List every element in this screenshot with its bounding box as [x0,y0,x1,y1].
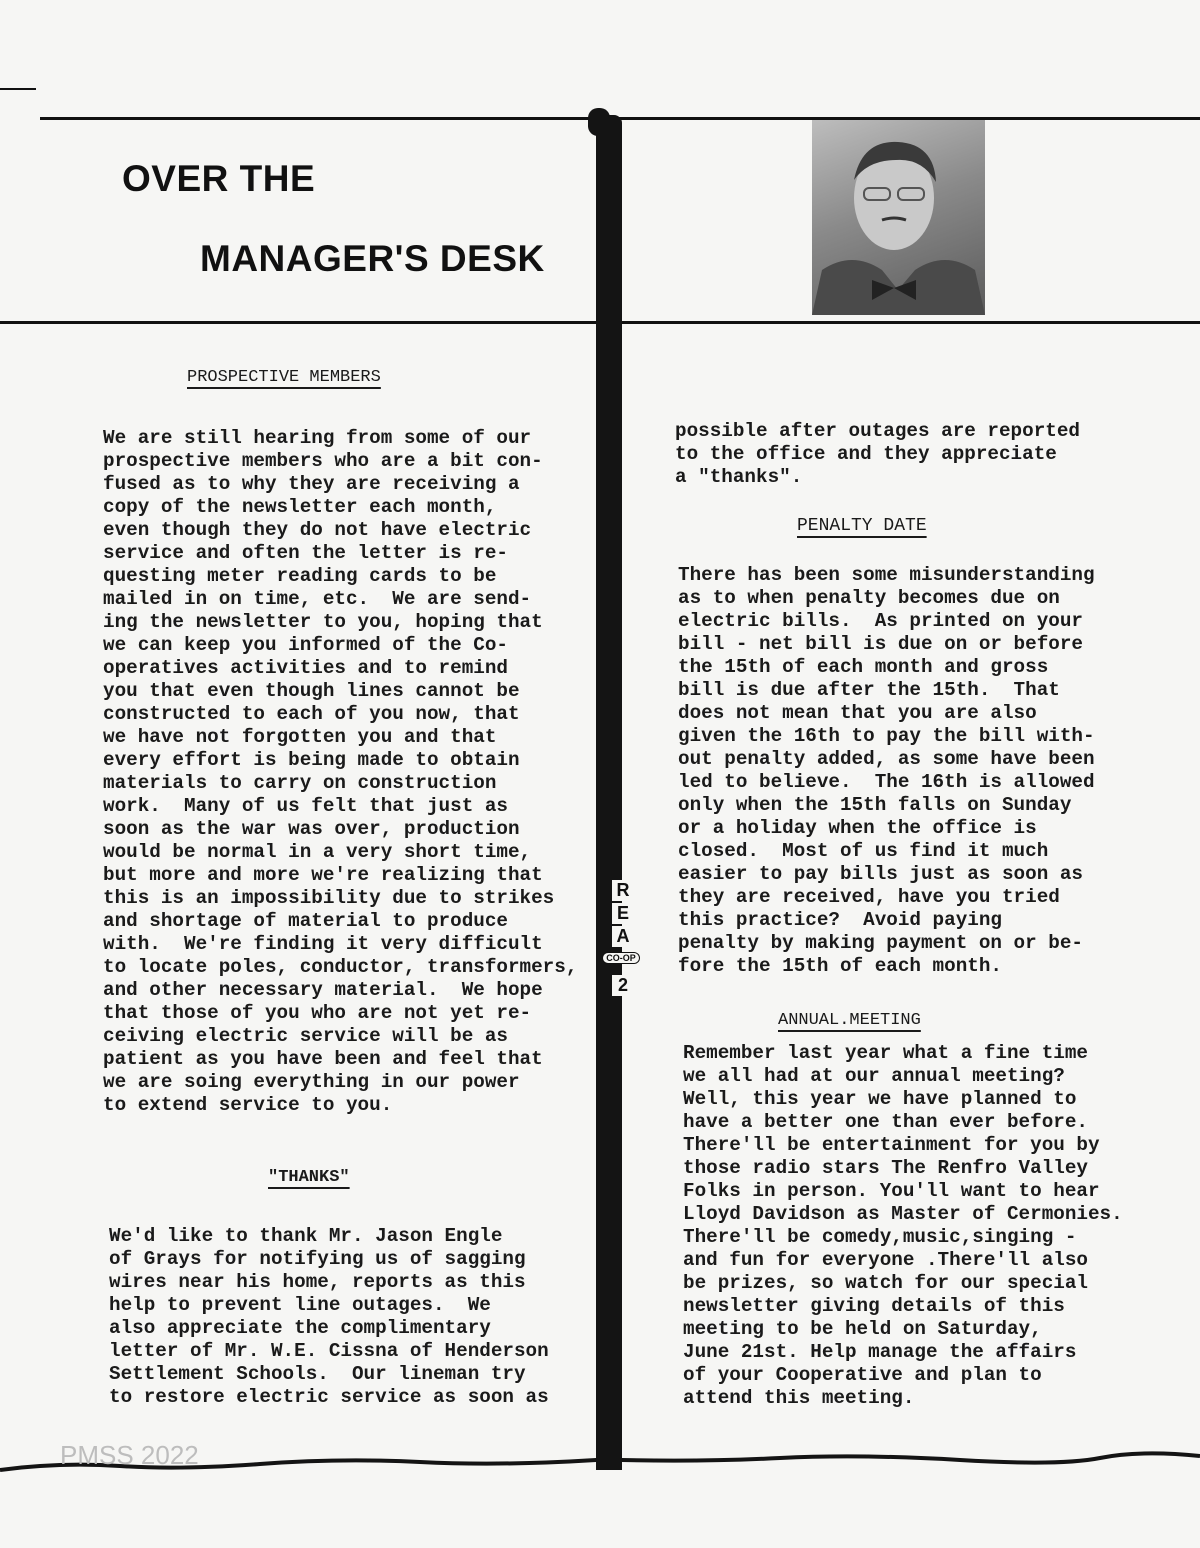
text-line: wires near his home, reports as this [109,1271,526,1293]
text-line: and shortage of material to produce [103,910,508,932]
prospective-members-heading: PROSPECTIVE MEMBERS [187,368,381,387]
text-line: out penalty added, as some have been [678,748,1095,770]
text-line: prospective members who are a bit con- [103,450,543,472]
portrait-illustration [812,120,985,315]
text-line: There'll be entertainment for you by [683,1134,1100,1156]
text-line: given the 16th to pay the bill with- [678,725,1095,747]
text-line: Well, this year we have planned to [683,1088,1077,1110]
text-line: operatives activities and to remind [103,657,508,679]
pole-letter-r: R [612,880,634,901]
thanks-continued-body [675,420,1080,489]
text-line: but more and more we're realizing that [103,864,543,886]
text-line: possible after outages are reported [675,420,1080,442]
text-line: There has been some misunderstanding [678,564,1095,586]
text-line: even though they do not have electric [103,519,532,541]
thanks-heading: "THANKS" [268,1168,350,1187]
text-line: to restore electric service as soon as [109,1386,549,1408]
text-line: There'll be comedy,music,singing - [683,1226,1077,1248]
text-line: patient as you have been and feel that [103,1048,543,1070]
pole-number: 2 [612,975,634,996]
annual-meeting-body [683,1042,1123,1410]
pole-coop-label: CO-OP [602,952,640,964]
text-line: those radio stars The Renfro Valley [683,1157,1088,1179]
text-line: ceiving electric service will be as [103,1025,508,1047]
text-line: they are received, have you tried [678,886,1060,908]
text-line: we have not forgotten you and that [103,726,497,748]
text-line: Remember last year what a fine time [683,1042,1088,1064]
text-line: of Grays for notifying us of sagging [109,1248,526,1270]
text-line: constructed to each of you now, that [103,703,520,725]
annual-meeting-heading: ANNUAL.MEETING [778,1011,921,1030]
text-line: questing meter reading cards to be [103,565,497,587]
text-line: as to when penalty becomes due on [678,587,1060,609]
utility-pole-divider [596,115,622,1470]
text-line: with. We're finding it very difficult [103,933,543,955]
top-left-mark [0,88,36,90]
text-line: to extend service to you. [103,1094,393,1116]
text-line: copy of the newsletter each month, [103,496,497,518]
thanks-body [109,1225,549,1409]
text-line: does not mean that you are also [678,702,1037,724]
text-line: help to prevent line outages. We [109,1294,491,1316]
text-line: Lloyd Davidson as Master of Cermonies. [683,1203,1123,1225]
text-line: materials to carry on construction [103,772,497,794]
text-line: closed. Most of us find it much [678,840,1049,862]
text-line: bill is due after the 15th. That [678,679,1060,701]
text-line: led to believe. The 16th is allowed [678,771,1095,793]
text-line: June 21st. Help manage the affairs [683,1341,1077,1363]
page-title-line1: OVER THE [122,158,316,199]
text-line: only when the 15th falls on Sunday [678,794,1072,816]
watermark: PMSS 2022 [60,1440,199,1470]
text-line: work. Many of us felt that just as [103,795,508,817]
text-line: ing the newsletter to you, hoping that [103,611,543,633]
text-line: a "thanks". [675,466,803,488]
text-line: electric bills. As printed on your [678,610,1083,632]
text-line: easier to pay bills just as soon as [678,863,1083,885]
text-line: meeting to be held on Saturday, [683,1318,1042,1340]
text-line: this is an impossibility due to strikes [103,887,555,909]
text-line: we can keep you informed of the Co- [103,634,508,656]
text-line: We'd like to thank Mr. Jason Engle [109,1225,503,1247]
text-line: of your Cooperative and plan to [683,1364,1042,1386]
text-line: fused as to why they are receiving a [103,473,520,495]
text-line: mailed in on time, etc. We are send- [103,588,532,610]
text-line: to the office and they appreciate [675,443,1057,465]
text-line: Settlement Schools. Our lineman try [109,1363,526,1385]
text-line: you that even though lines cannot be [103,680,520,702]
text-line: newsletter giving details of this [683,1295,1065,1317]
text-line: letter of Mr. W.E. Cissna of Henderson [109,1340,549,1362]
text-line: We are still hearing from some of our [103,427,532,449]
prospective-members-body [103,427,577,1117]
text-line: fore the 15th of each month. [678,955,1002,977]
text-line: and fun for everyone .There'll also [683,1249,1088,1271]
text-line: also appreciate the complimentary [109,1317,491,1339]
text-line: and other necessary material. We hope [103,979,543,1001]
text-line: to locate poles, conductor, transformers, [103,956,578,978]
pole-letter-a: A [612,926,634,947]
text-line: be prizes, so watch for our special [683,1272,1088,1294]
manager-portrait-photo [812,120,985,315]
penalty-date-heading: PENALTY DATE [797,516,927,536]
text-line: Folks in person. You'll want to hear [683,1180,1100,1202]
text-line: this practice? Avoid paying [678,909,1002,931]
text-line: service and often the letter is re- [103,542,508,564]
text-line: we are soing everything in our power [103,1071,520,1093]
text-line: or a holiday when the office is [678,817,1037,839]
text-line: would be normal in a very short time, [103,841,532,863]
text-line: have a better one than ever before. [683,1111,1088,1133]
text-line: bill - net bill is due on or before [678,633,1083,655]
page-title-line2: MANAGER'S DESK [200,238,545,279]
text-line: soon as the war was over, production [103,818,520,840]
penalty-date-body [678,564,1095,978]
text-line: the 15th of each month and gross [678,656,1049,678]
text-line: attend this meeting. [683,1387,915,1409]
text-line: we all had at our annual meeting? [683,1065,1065,1087]
text-line: that those of you who are not yet re- [103,1002,532,1024]
text-line: every effort is being made to obtain [103,749,520,771]
text-line: penalty by making payment on or be- [678,932,1083,954]
pole-letter-e: E [612,903,634,924]
